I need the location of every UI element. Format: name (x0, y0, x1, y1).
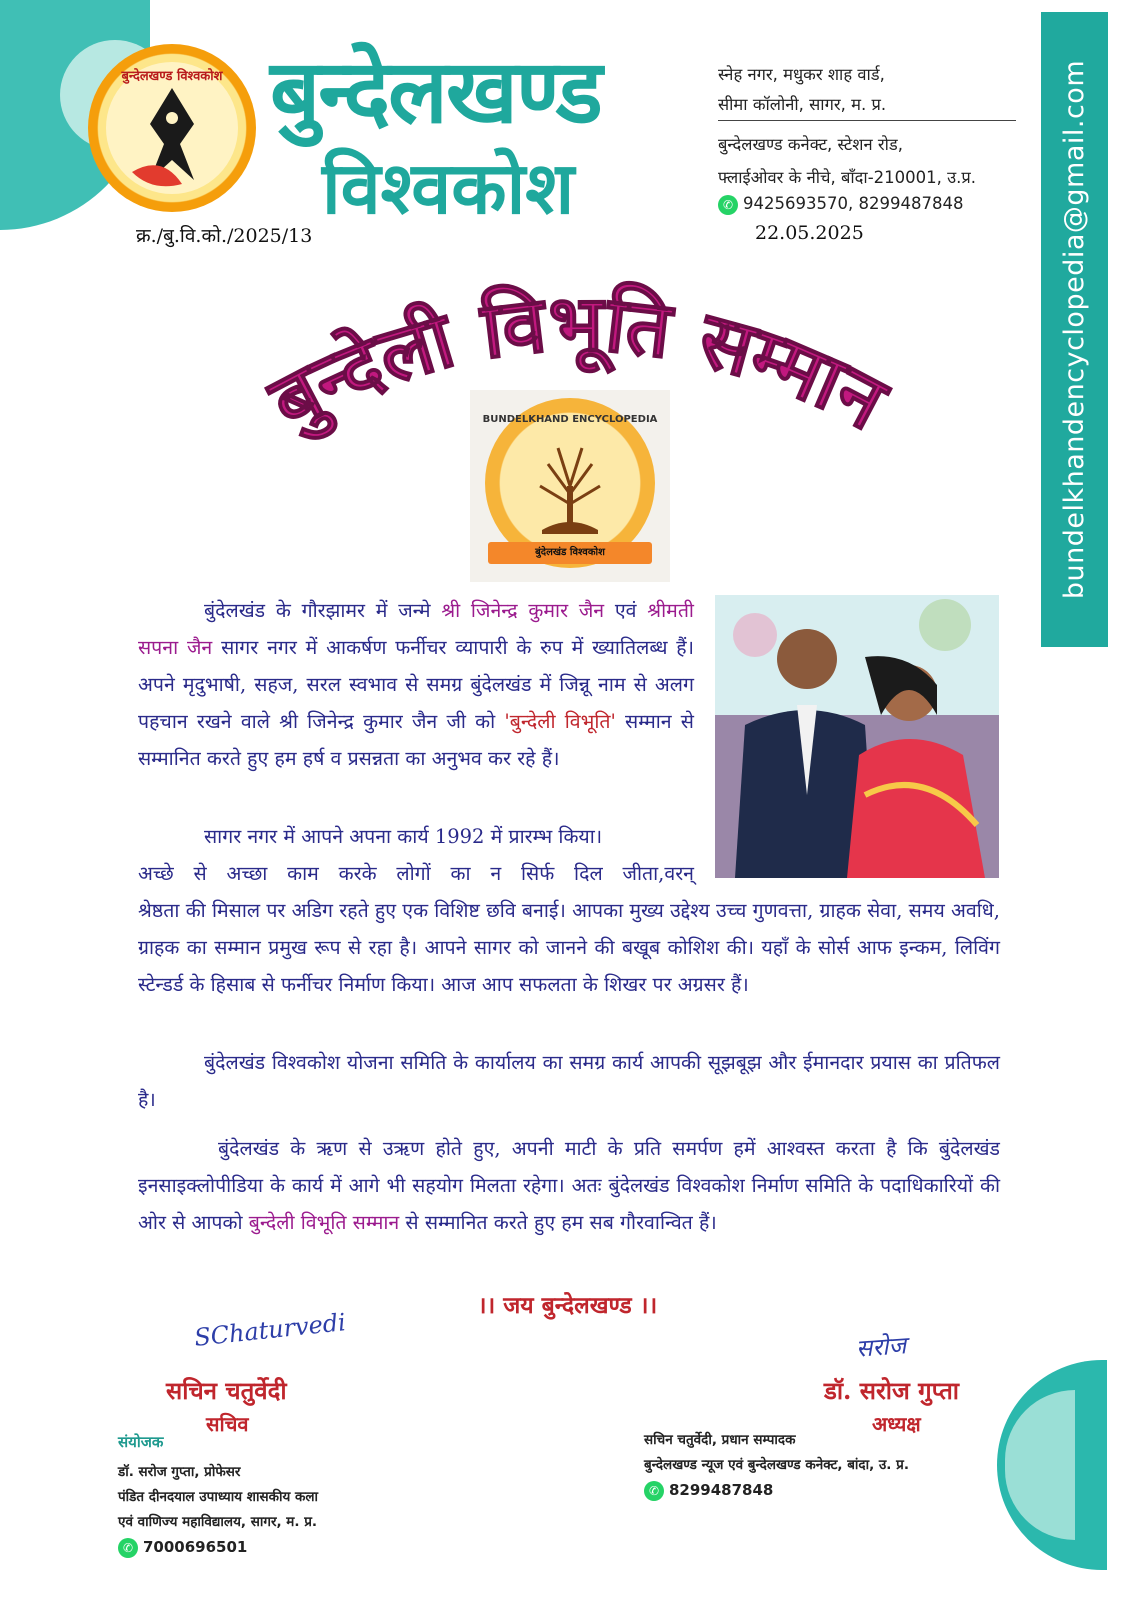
letter-date: 22.05.2025 (755, 222, 864, 244)
p1-text-a: बुंदेलखंड के गौरझामर में जन्मे (204, 599, 442, 622)
logo (88, 44, 256, 212)
side-email-text[interactable]: bundelkhandencyclopedia@gmail.com (1059, 59, 1090, 600)
paragraph-2 (138, 818, 1000, 1003)
right-signatory-role: अध्यक्ष (872, 1412, 921, 1436)
paragraph-4 (138, 1130, 1000, 1241)
p1-text-b: एवं (604, 599, 648, 622)
whatsapp-icon: ✆ (644, 1481, 664, 1501)
honoree-name-2: श्रीमती सपना जैन (138, 599, 694, 659)
address2-line2: फ्लाईओवर के नीचे, बाँदा-210001, उ.प्र. (718, 168, 977, 187)
paragraph-1 (138, 592, 694, 777)
p4-text-a: बुंदेलखंड के ऋण से उऋण होते हुए, अपनी माटी के प्रति समर्पण हमें आश्वस्त करता है कि बुंदेलखंड इनसाइक्लोपीडिया के कार्य में आगे भी सहयोग मिलता रहेगा। अतः बुंदेलखंड विश्वकोश निर्माण समिति के पदाधिकारियों की ओर से आपको (138, 1137, 1000, 1234)
footer-left-line3: एवं वाणिज्य महाविद्यालय, सागर, म. प्र. (118, 1514, 318, 1530)
paragraph-3 (138, 1044, 1000, 1118)
closing-slogan: ।। जय बुन्देलखण्ड ।। (477, 1292, 658, 1319)
footer-right-line2: बुन्देलखण्ड न्यूज एवं बुन्देलखण्ड कनेक्ट, बांदा, उ. प्र. (644, 1457, 909, 1473)
logo-arc-text: बुन्देलखण्ड विश्वकोश (121, 69, 223, 84)
address-divider (718, 120, 1016, 121)
reference-number: क्र./बु.वि.को./2025/13 (136, 225, 313, 247)
p2-line1: सागर नगर में आपने अपना कार्य 1992 में प्रारम्भ किया। (204, 825, 603, 848)
footer-right-block (644, 1428, 909, 1504)
award-title-text: बुन्देली विभूति सम्मान (256, 279, 900, 449)
side-email-bar (1041, 12, 1108, 647)
footer-left-line1: डॉ. सरोज गुप्ता, प्रोफेसर (118, 1464, 241, 1480)
tree-icon (528, 434, 612, 534)
left-signatory-role: सचिव (206, 1412, 249, 1436)
masthead-line1: बुन्देलखण्ड (270, 40, 601, 143)
pen-nib-icon (122, 84, 222, 194)
p1-text-c: सागर नगर में आकर्षण फर्नीचर व्यापारी के रुप में ख्यातिलब्ध हैं। अपने मृदुभाषी, सहज, सरल स्वभाव से समग्र बुंदेलखंड में जिन्नू नाम से अलग पहचान रखने वाले श्री जिनेन्द्र कुमार जैन जी को (138, 636, 695, 733)
address1-line1: स्नेह नगर, मधुकर शाह वार्ड, (718, 65, 885, 84)
footer-left-phone (118, 1535, 318, 1561)
encyclopedia-emblem (470, 390, 670, 582)
award-mention-2: बुन्देली विभूति सम्मान (248, 1211, 400, 1234)
whatsapp-icon: ✆ (118, 1538, 138, 1558)
emblem-banner: बुंदेलखंड विश्वकोश (488, 542, 652, 564)
convenor-label: संयोजक (118, 1433, 164, 1451)
honoree-name-1: श्री जिनेन्द्र कुमार जैन (441, 599, 605, 622)
p2-line2: अच्छे से अच्छा काम करके लोगों का न सिर्फ दिल जीता,वरन् (138, 862, 694, 885)
left-signatory-name: सचिन चतुर्वेदी (166, 1376, 287, 1405)
emblem-ring-text: BUNDELKHAND ENCYCLOPEDIA (482, 414, 658, 425)
header-phones (718, 194, 963, 215)
footer-left-block (118, 1460, 318, 1561)
p2-rest: श्रेष्ठता की मिसाल पर अडिग रहते हुए एक विशिष्ट छवि बनाई। आपका मुख्य उद्देश्य उच्च गुणवत्ता, ग्राहक सेवा, समय अवधि, ग्राहक का सम्मान प्रमुख रूप से रहा है। आपने सागर को जानने की बखूब कोशिश की। यहाँ के सोर्स आफ इन्कम, लिविंग स्टेन्डर्ड के हिसाब से फर्नीचर निर्माण किया। आज आप सफलता के शिखर पर अग्रसर हैं। (138, 899, 1000, 996)
left-signature-scribble: SChaturvedi (192, 1308, 348, 1352)
p1-text-d: सम्मान से सम्मानित करते हुए हम हर्ष व प्रसन्नता का अनुभव कर रहे हैं। (138, 710, 694, 770)
address1-line2: सीमा कॉलोनी, सागर, म. प्र. (718, 95, 887, 114)
header-phones-text[interactable]: 9425693570, 8299487848 (743, 194, 964, 213)
footer-left-phone-text[interactable]: 7000696501 (143, 1538, 248, 1556)
footer-right-phone-text[interactable]: 8299487848 (669, 1481, 774, 1499)
masthead-line2: विश्वकोश (322, 146, 575, 230)
whatsapp-icon: ✆ (718, 195, 738, 215)
p3-text: बुंदेलखंड विश्वकोश योजना समिति के कार्यालय का समग्र कार्य आपकी सूझबूझ और ईमानदार प्रयास का प्रतिफल है। (138, 1051, 1000, 1111)
address2-line1: बुन्देलखण्ड कनेक्ट, स्टेशन रोड, (718, 135, 903, 154)
award-mention-1: 'बुन्देली विभूति' (504, 710, 616, 733)
p4-text-b: से सम्मानित करते हुए हम सब गौरवान्वित हैं। (399, 1211, 717, 1234)
footer-left-line2: पंडित दीनदयाल उपाध्याय शासकीय कला (118, 1489, 318, 1505)
footer-right-line1: सचिन चतुर्वेदी, प्रधान सम्पादक (644, 1432, 796, 1448)
right-signature-scribble: सरोज (855, 1331, 908, 1363)
right-signatory-name: डॉ. सरोज गुप्ता (824, 1376, 959, 1405)
footer-right-phone (644, 1478, 909, 1504)
